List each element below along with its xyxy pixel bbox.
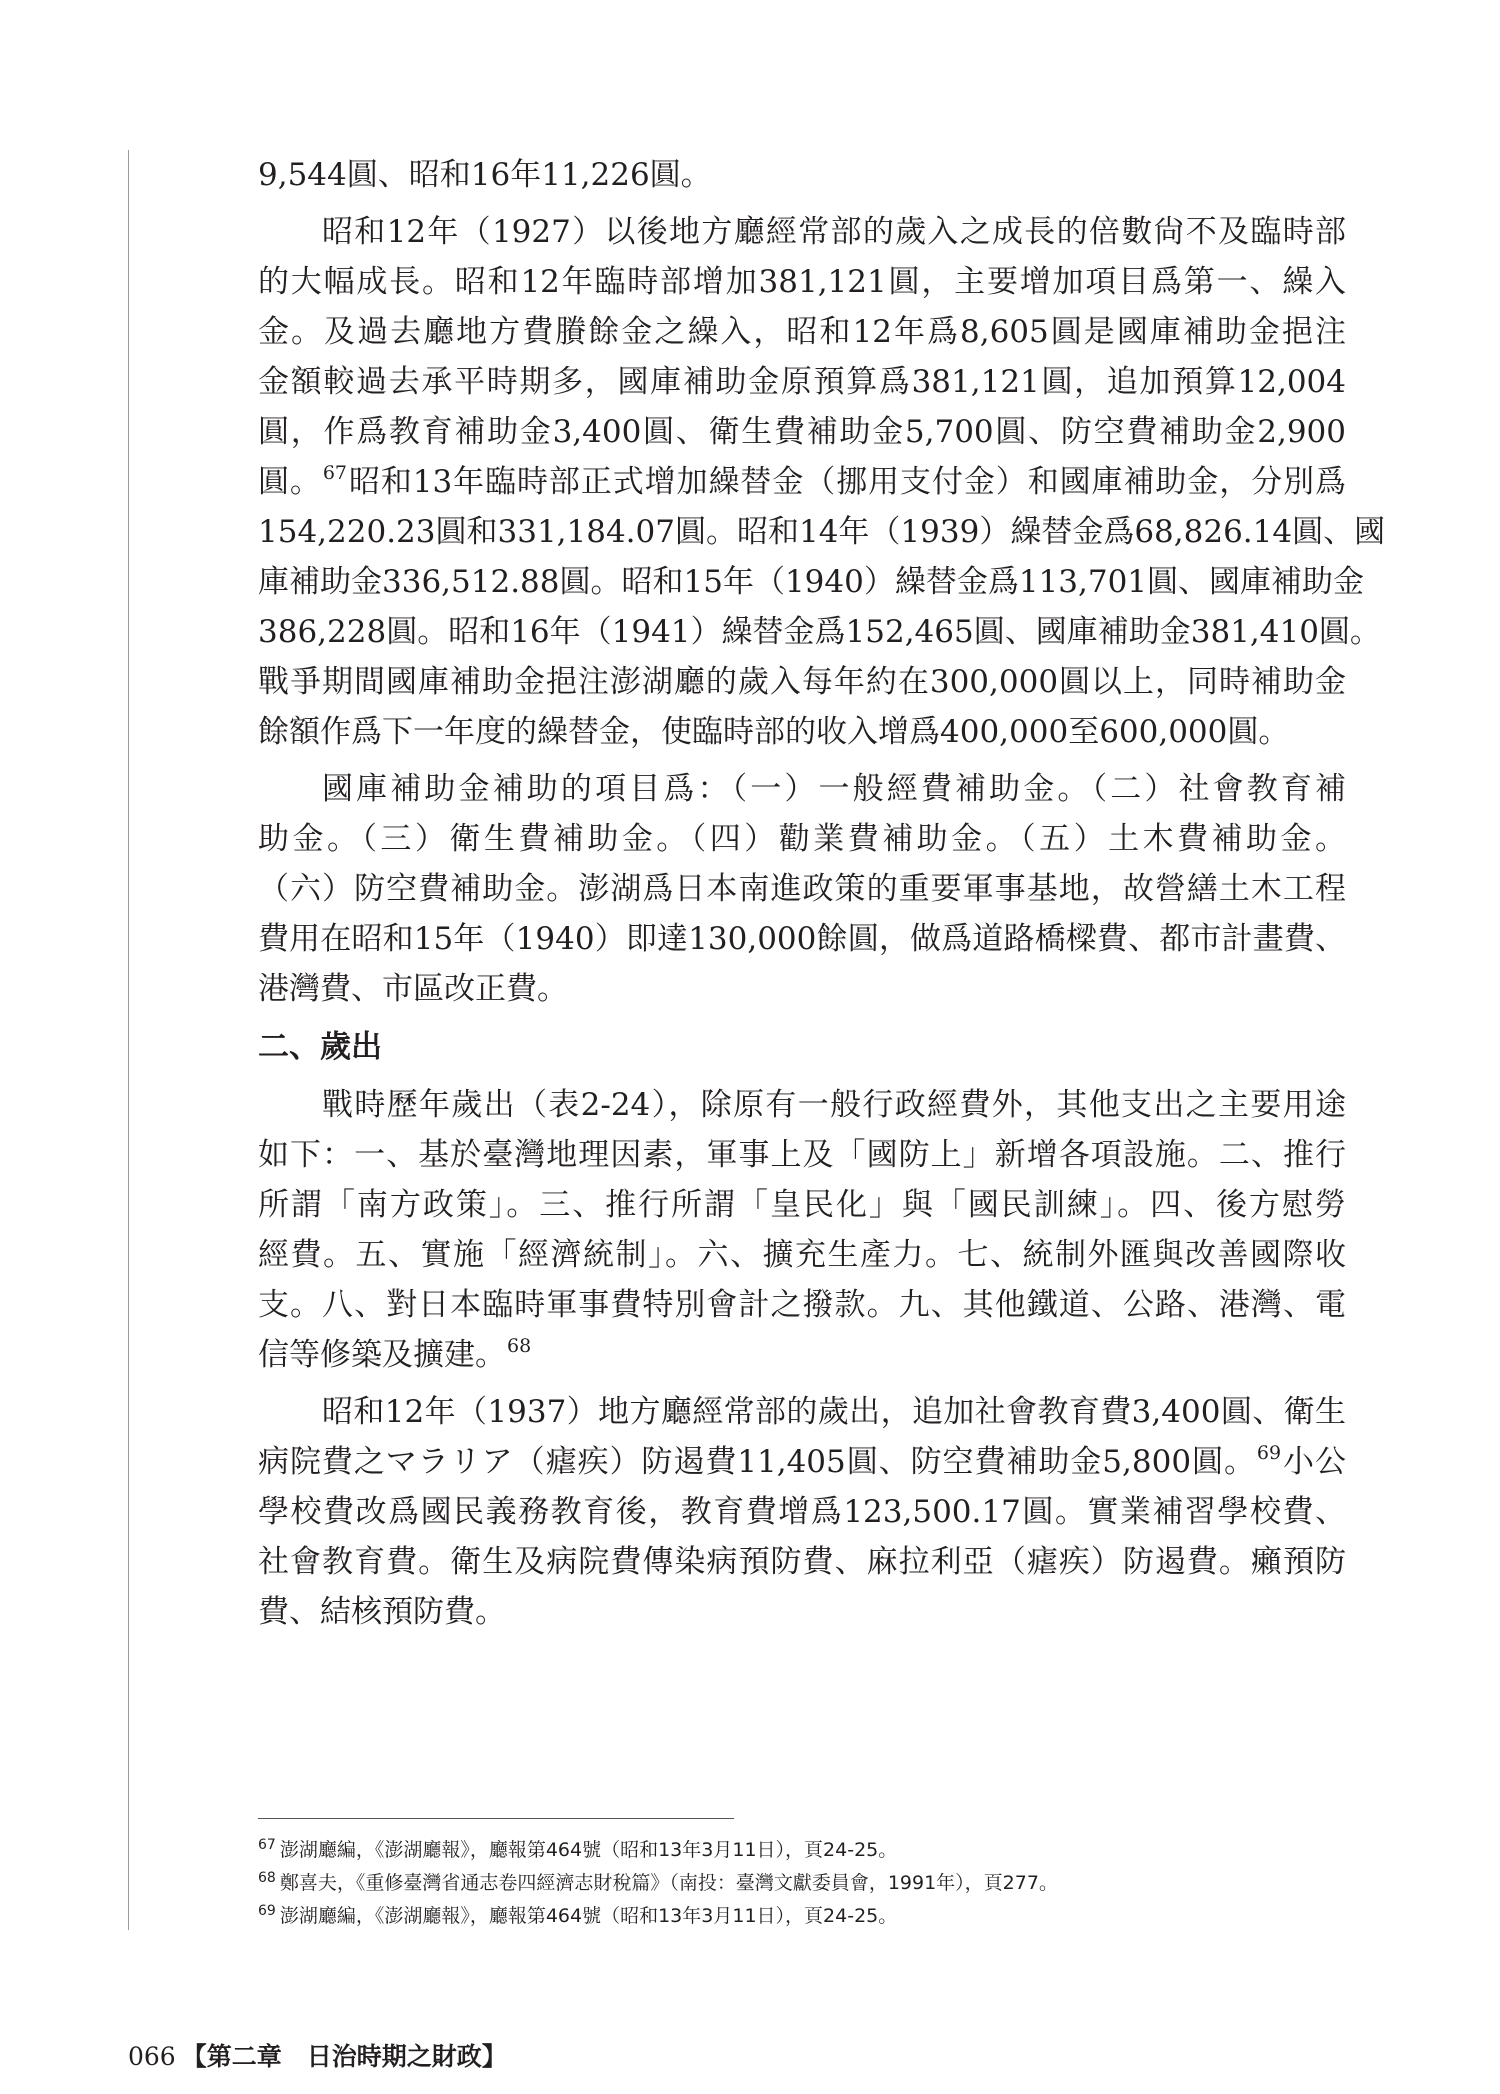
line-text: 信等修築及擴建。 [258,1337,506,1373]
paragraph-line: 費用在昭和15年（1940）即達130,000餘圓，做爲道路橋樑費、都市計畫費、 [258,921,1346,957]
footnote-68 [258,1867,1348,1900]
footnote-text: 澎湖廳編，《澎湖廳報》，廳報第464號（昭和13年3月11日），頁24-25。 [279,1839,898,1861]
paragraph-line: 戰爭期間國庫補助金挹注澎湖廳的歲入每年約在300,000圓以上，同時補助金 [258,664,1346,700]
paragraph-line: 學校費改爲國民義務教育後，教育費增爲123,500.17圓。實業補習學校費、 [258,1494,1346,1530]
line-lead: 圓。 [258,464,322,500]
paragraph-line: 昭和12年（1927）以後地方廳經常部的歲入之成長的倍數尙不及臨時部 [322,214,1346,250]
paragraph-line [258,457,1346,507]
chapter-title: 【第二章 日治時期之財政】 [181,2042,507,2071]
paragraph-line: 386,228圓。昭和16年（1941）繰替金爲152,465圓、國庫補助金381,410圓。 [258,614,1381,650]
paragraph-line [258,1437,1346,1487]
line-text: 病院費之マラリア（瘧疾）防遏費11,405圓、防空費補助金5,800圓。 [258,1444,1256,1480]
footnote-67 [258,1834,1348,1867]
paragraph-line: 庫補助金336,512.88圓。昭和15年（1940）繰替金爲113,701圓、國庫補助金 [258,564,1365,600]
paragraph-line: 如下：一、基於臺灣地理因素，軍事上及「國防上」新增各項設施。二、推行 [258,1137,1346,1173]
paragraph-line: 社會教育費。衛生及病院費傳染病預防費、麻拉利亞（瘧疾）防遏費。癩預防 [258,1544,1346,1580]
paragraph-line: 港灣費、市區改正費。 [258,971,568,1007]
line-rest: 小公 [1282,1444,1346,1480]
paragraph-line: 戰時歷年歲出（表2-24），除原有一般行政經費外，其他支出之主要用途 [322,1087,1346,1123]
paragraph-line: 助金。（三）衛生費補助金。（四）勸業費補助金。（五）土木費補助金。 [258,821,1346,857]
paragraph-line: 國庫補助金補助的項目爲：（一）一般經費補助金。（二）社會教育補 [322,771,1346,807]
paragraph-line: 9,544圓、昭和16年11,226圓。 [258,157,712,193]
paragraph-line: 所謂「南方政策」。三、推行所謂「皇民化」與「國民訓練」。四、後方慰勞 [258,1187,1346,1223]
paragraph-line: 金額較過去承平時期多，國庫補助金原預算爲381,121圓，追加預算12,004 [258,364,1346,400]
footnote-number: 69 [258,1903,276,1919]
paragraph-line [258,1330,1346,1380]
paragraph-line: 154,220.23圓和331,184.07圓。昭和14年（1939）繰替金爲68,826.14圓、國 [258,514,1386,550]
footnote-text: 鄭喜夫，《重修臺灣省通志卷四經濟志財稅篇》（南投：臺灣文獻委員會，1991年），頁277。 [279,1872,1058,1894]
footnote-divider [258,1818,734,1819]
footnote-ref-69[interactable]: 69 [1256,1442,1282,1464]
paragraph-line: 經費。五、實施「經濟統制」。六、擴充生產力。七、統制外匯與改善國際收 [258,1237,1346,1273]
paragraph-line: 餘額作爲下一年度的繰替金，使臨時部的收入增爲400,000至600,000圓。 [258,714,1290,750]
paragraph-line: 費、結核預防費。 [258,1594,506,1630]
footnote-number: 68 [258,1870,276,1886]
footnote-ref-68[interactable]: 68 [507,1335,532,1357]
footnotes [258,1834,1348,1933]
footnote-number: 67 [258,1837,276,1853]
margin-rule [128,150,129,1930]
footnote-ref-67[interactable]: 67 [322,462,348,484]
body-text [258,150,1386,1637]
paragraph-line: 昭和12年（1937）地方廳經常部的歲出，追加社會教育費3,400圓、衛生 [322,1394,1346,1430]
paragraph-line: 圓，作爲教育補助金3,400圓、衛生費補助金5,700圓、防空費補助金2,900 [258,414,1346,450]
section-heading: 二、歲出 [258,1029,382,1065]
paragraph-line: 支。八、對日本臨時軍事費特別會計之撥款。九、其他鐵道、公路、港灣、電 [258,1287,1346,1323]
line-rest: 昭和13年臨時部正式增加繰替金（挪用支付金）和國庫補助金，分別爲 [348,464,1346,500]
footnote-69 [258,1900,1348,1933]
footnote-text: 澎湖廳編，《澎湖廳報》，廳報第464號（昭和13年3月11日），頁24-25。 [279,1905,898,1927]
page-number: 066 [128,2042,176,2071]
paragraph-line: 的大幅成長。昭和12年臨時部增加381,121圓，主要增加項目爲第一、繰入 [258,264,1346,300]
paragraph-line: （六）防空費補助金。澎湖爲日本南進政策的重要軍事基地，故營繕土木工程 [258,871,1346,907]
running-footer [128,2040,507,2074]
paragraph-line: 金。及過去廳地方費賸餘金之繰入，昭和12年爲8,605圓是國庫補助金挹注 [258,314,1346,350]
